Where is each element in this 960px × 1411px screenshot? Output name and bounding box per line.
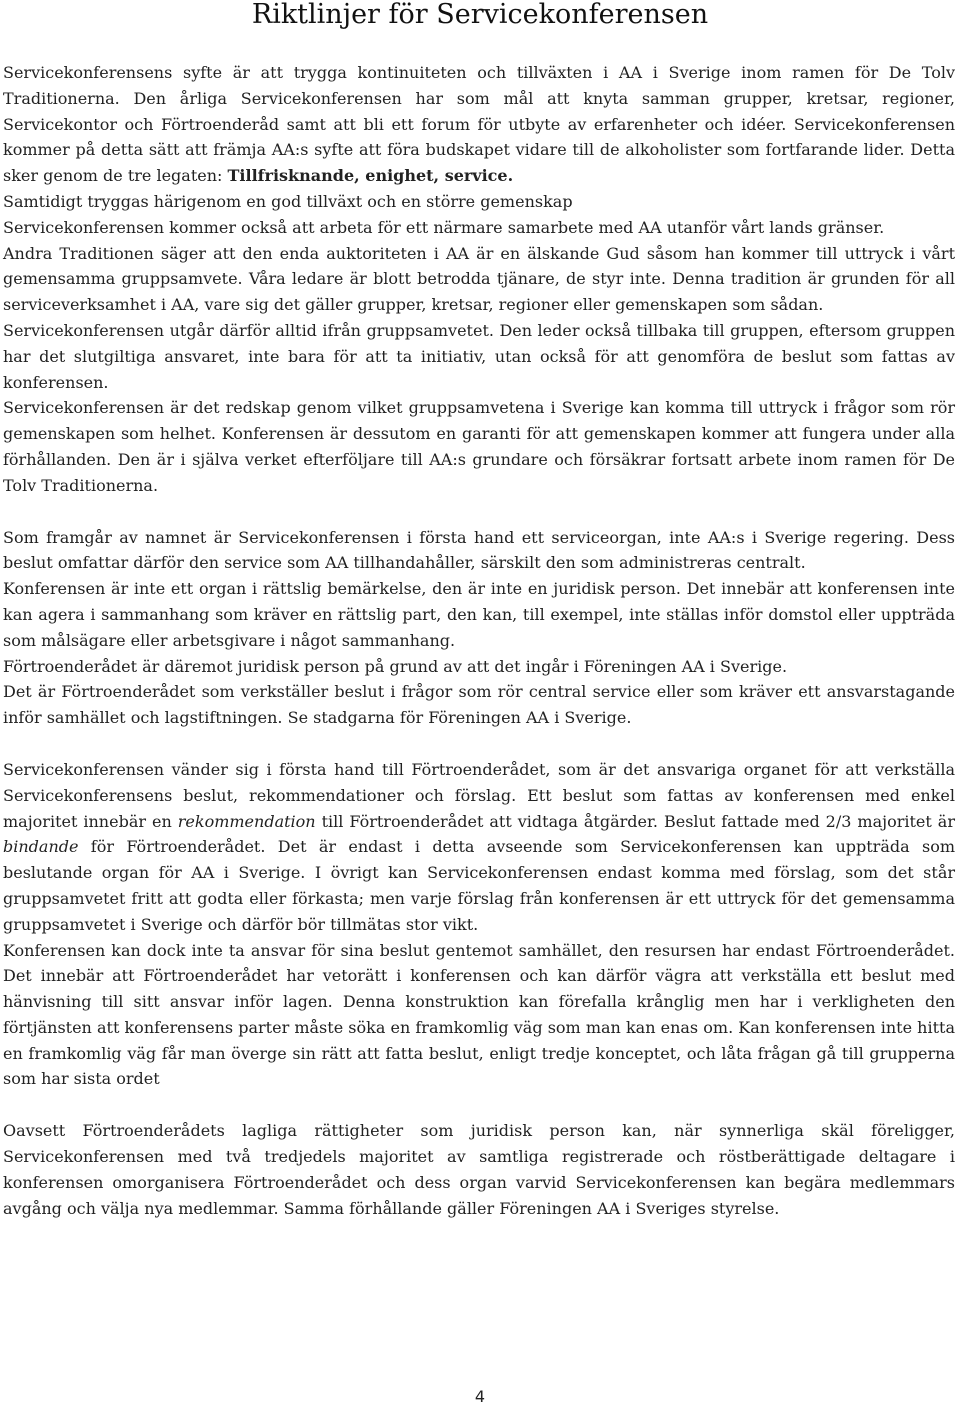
paragraph-purpose-text: Servicekonferensens syfte är att trygga kontinuiteten och tillväxten i AA i Sverige inom ramen för De Tolv Traditionerna. Den årliga Servicekonferensen har som mål att knyta samman grupper, kretsar, regioner, Servicekontor och Förtroenderåd samt att bli ett forum för utbyte av erfarenheter och idéer. Servicekonferensen kommer på detta sätt att främja AA:s syfte att föra budskapet vidare till de alkoholister som fortfarande lider. Detta sker genom de tre legaten: (3, 63, 955, 186)
paragraph-decisions (3, 757, 955, 938)
paragraph-group-conscience: Servicekonferensen utgår därför alltid ifrån gruppsamvetet. Den leder också tillbaka till gruppen, eftersom gruppen har det slutgiltiga ansvaret, inte bara för att ta initiativ, utan också för att genomföra de beslut som fattas av konferensen. (3, 320, 955, 392)
paragraph-service-organ: Som framgår av namnet är Servicekonferensen i första hand ett serviceorgan, inte AA:s i Sverige regering. Dess beslut omfattar därför den service som AA tillhandahåller, särskilt den som administreras centralt. (3, 527, 955, 573)
paragraph-legal-status: Konferensen är inte ett organ i rättslig bemärkelse, den är inte en juridisk person. Det innebär att konferensen inte kan agera i sammanhang som kräver en rättslig part, den kan, till exempel, inte ställas inför domstol eller uppträda som målsägare eller arbetsgivare i något sammanhang. (3, 579, 955, 650)
recommendation-term: rekommendation (177, 811, 316, 831)
legacies-text: Tillfrisknande, enighet, service. (227, 166, 514, 186)
body-text (3, 60, 955, 1221)
paragraph-board-legal-person: Förtroenderådet är däremot juridisk person på grund av att det ingår i Föreningen AA i Sverige. (3, 656, 788, 676)
paragraph-reorganisation: Oavsett Förtroenderådets lagliga rättigheter som juridisk person kan, när synnerliga skäl föreligger, Servicekonferensen med två tredjedels majoritet av samtliga registrerade och röstberättigade deltagare i konferensen omorganisera Förtroenderådet och dess organ varvid Servicekonferensen kan begära medlemmars avgång och välja nya medlemmar. Samma förhållande gäller Föreningen AA i Sveriges styrelse. (3, 1121, 955, 1218)
decisions-text-b: till Förtroenderådet att vidtaga åtgärder. Beslut fattade med 2/3 majoritet är (315, 811, 955, 831)
page-number: 4 (474, 1387, 486, 1406)
paragraph-growth: Samtidigt tryggas härigenom en god tillväxt och en större gemenskap (3, 191, 573, 211)
binding-term: bindande (3, 837, 79, 857)
paragraph-tool: Servicekonferensen är det redskap genom vilket gruppsamvetena i Sverige kan komma till uttryck i frågor som rör gemenskapen som helhet. Konferensen är dessutom en garanti för att gemenskapen kommer att fungera under alla förhållanden. Den är i själva verket efterföljare till AA:s grundare och försäkrar fortsatt arbete inom ramen för De Tolv Traditionerna. (3, 398, 955, 495)
paragraph-purpose (3, 60, 955, 189)
paragraph-second-tradition: Andra Traditionen säger att den enda auktoriteten i AA är en älskande Gud såsom han kommer till uttryck i vårt gemensamma gruppsamvete. Våra ledare är blott betrodda tjänare, de styr inte. Denna tradition är grunden för all serviceverksamhet i AA, vare sig det gäller grupper, kretsar, regioner eller gemenskapen som sådan. (3, 243, 955, 315)
paragraph-board-executes: Det är Förtroenderådet som verkställer beslut i frågor som rör central service eller som kräver ett ansvarstagande inför samhället och lagstiftningen. Se stadgarna för Föreningen AA i Sverige. (3, 682, 955, 728)
decisions-text-a: Servicekonferensen vänder sig i första hand till Förtroenderådet, som är det ansvariga organet för att verkställa Servicekonferensens beslut, rekommendationer och förslag. Ett beslut som fattas av konferensen med enkel majoritet innebär en (3, 759, 955, 831)
page-title: Riktlinjer för Servicekonferensen (251, 0, 709, 30)
decisions-text-c: för Förtroenderådet. Det är endast i detta avseende som Servicekonferensen kan uppträda som beslutande organ för AA i Sverige. I övrigt kan Servicekonferensen endast komma med förslag, som det står gruppsamvetet fritt att godta eller förkasta; men varje förslag från konferensen är ett uttryck för det gemensamma gruppsamvetet i Sverige och därför bör tillmätas stor vikt. (3, 837, 955, 934)
paragraph-veto: Konferensen kan dock inte ta ansvar för sina beslut gentemot samhället, den resursen har endast Förtroenderådet. Det innebär att Förtroenderådet har vetorätt i konferensen och kan därför vägra att verkställa ett beslut med hänvisning till sitt ansvar inför lagen. Denna konstruktion kan förefalla krånglig men har i verkligheten den förtjänsten att konferensens parter måste söka en framkomlig väg som man kan enas om. Kan konferensen inte hitta en framkomlig väg får man överge sin rätt att fatta beslut, enligt tredje konceptet, och låta frågan gå till grupperna som har sista ordet (3, 940, 955, 1089)
paragraph-cooperation: Servicekonferensen kommer också att arbeta för ett närmare samarbete med AA utanför vårt lands gränser. (3, 217, 885, 237)
